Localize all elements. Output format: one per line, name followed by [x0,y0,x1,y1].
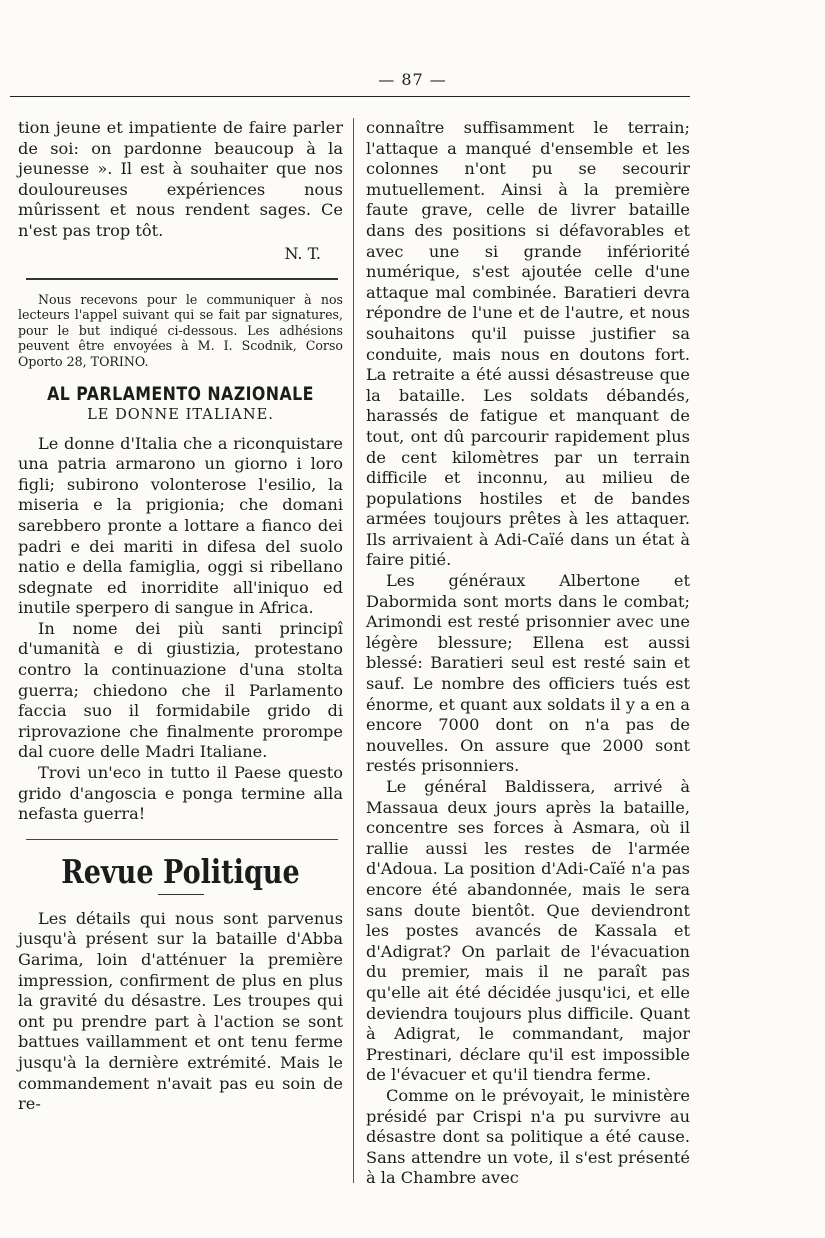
header-rule [10,96,690,97]
page-number: — 87 — [378,70,447,89]
section-divider [26,839,338,840]
column-divider [353,118,354,1183]
right-paragraph-4: Comme on le prévoyait, le ministère présidé par Crispi n'a pu survivre au désastre dont sa politique a été cause. Sans attendre un vote, il s'est présenté à la Chambre avec [366,1085,690,1188]
appeal-title: AL PARLAMENTO NAZIONALE [47,383,314,405]
right-column [366,118,690,1189]
signature: N. T. [284,243,321,263]
right-paragraph-3: Le général Baldissera, arrivé à Massaua deux jours après la bataille, concentre ses forces à Asmara, où il rallie aussi les restes de l'armée d'Adoua. La position d'Adi-Caïé n'a pas encore été abandonnée, mais le sera sans doute bientôt. Que deviendront les postes avancés de Kassala et d'Adigrat? On parlait de l'évacuation du premier, mais il ne paraît pas qu'elle ait été décidée jusqu'ici, et elle deviendra toujours plus difficile. Quant à Adigrat, le commandant, major Prestinari, déclare qu'il est impossible de l'évacuer et qu'il tiendra ferme. [366,777,690,1085]
notice-block [18,292,343,370]
appeal-paragraph-3: Trovi un'eco in tutto il Paese questo grido d'angoscia e ponga termine alla nefasta guerra! [18,763,343,824]
title-ornament [158,894,204,895]
appeal-paragraph-2: In nome dei più santi principî d'umanità e di giustizia, protestano contro la continuazione d'una stolta guerra; chiedono che il Parlamento faccia suo il formidabile grido di riprovazione che finalmente prorompe dal cuore delle Madri Italiane. [18,618,343,762]
revue-paragraph-1: Les détails qui nous sont parvenus jusqu'à présent sur la bataille d'Abba Garima, loin d'atténuer la première impression, confirment de plus en plus la gravité du désastre. Les troupes qui ont pu prendre part à l'action se sont battues vaillamment et ont tenu ferme jusqu'à la dernière extrémité. Mais le commandement n'avait pas eu soin de re- [18,908,343,1114]
right-paragraph-2: Les généraux Albertone et Dabormida sont morts dans le combat; Arimondi est resté prisonnier avec une légère blessure; Ellena est aussi blessé: Baratieri seul est resté sain et sauf. Le nombre des officiers tués est énorme, et quant aux soldats il y a en a encore 7000 dont on n'a pas de nouvelles. On assure que 2000 sont restés prisonniers. [366,571,690,776]
intro-paragraph: tion jeune et impatiente de faire parler de soi: on pardonne beaucoup à la jeunesse ». Il est à souhaiter que nos douloureuses expériences nous mûrissent et nous rendent sages. Ce n'est pas trop tôt. [18,118,343,240]
section-divider [26,278,338,280]
revue-title: Revue Politique [61,851,300,891]
notice-text: Nous recevons pour le communiquer à nos lecteurs l'appel suivant qui se fait par signatures, pour le but indiqué ci-dessous. Les adhésions peuvent être envoyées à M. I. Scodnik, Corso Oporto 28, TORINO. [18,291,343,369]
appeal-subtitle: LE DONNE ITALIANE. [87,405,274,423]
right-paragraph-1: connaître suffisamment le terrain; l'attaque a manqué d'ensemble et les colonnes n'ont pu se secourir mutuellement. Ainsi à la première faute grave, celle de livrer bataille dans des positions si défavorables et avec une si grande infériorité numérique, s'est ajoutée celle d'une attaque mal combinée. Baratieri devra répondre de l'une et de l'autre, et nous souhaitons qu'il puisse justifier sa conduite, mais nous en doutons fort. La retraite a été aussi désastreuse que la bataille. Les soldats débandés, harassés de fatigue et manquant de tout, ont dû parcourir rapidement plus de cent kilomètres par un terrain difficile et inconnu, au milieu de populations hostiles et de bandes armées toujours prêtes à les attaquer. Ils arrivaient à Adi-Caïé dans un état à faire pitié. [366,118,690,570]
appeal-paragraph-1: Le donne d'Italia che a riconquistare una patria armarono un giorno i loro figli; subirono volonterose l'esilio, la miseria e la prigionia; che domani sarebbero pronte a lottare a fianco dei padri e dei mariti in difesa del suolo natio e della famiglia, oggi si ribellano sdegnate ed inorridite all'iniquo ed inutile sperpero di sangue in Africa. [18,433,343,618]
left-column [18,118,343,1115]
